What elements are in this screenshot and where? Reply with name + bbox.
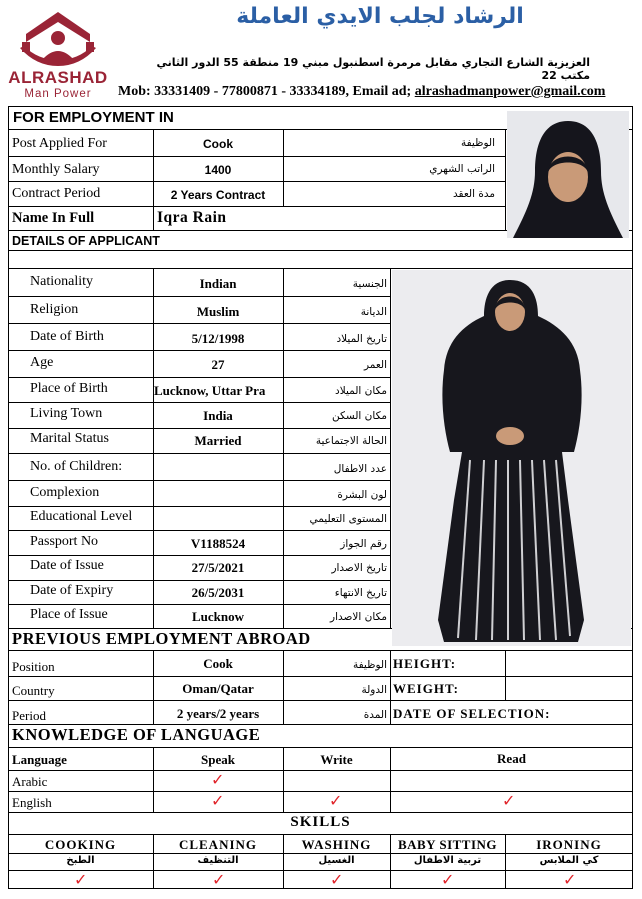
skill-cleaning-label-ar: التنظيف (197, 855, 239, 866)
post-applied-label-ar: الوظيفة (460, 137, 495, 149)
living-town-value: India (203, 408, 233, 423)
company-title-arabic: الرشاد لجلب الايدي العاملة (236, 4, 524, 29)
date-of-expiry-value: 26/5/2031 (191, 585, 245, 600)
skill-cleaning-check-icon: ✓ (212, 870, 226, 889)
monthly-salary-label: Monthly Salary (12, 162, 100, 177)
children-label-ar: عدد الاطفال (333, 463, 387, 475)
contract-period-label: Contract Period (12, 186, 101, 201)
education-label-ar: المستوى التعليمي (309, 513, 387, 525)
age-label: Age (30, 355, 54, 370)
prev-period-value: 2 years/2 years (176, 706, 260, 721)
post-applied-value: Cook (203, 137, 233, 151)
date-of-issue-value: 27/5/2021 (191, 560, 245, 575)
full-name-label: Name In Full (12, 210, 95, 226)
skill-cooking-check-icon: ✓ (74, 870, 88, 889)
place-of-issue-label: Place of Issue (30, 607, 108, 622)
language-row-arabic: Arabic (12, 774, 48, 789)
contract-period-label-ar: مدة العقد (453, 188, 495, 200)
marital-status-value: Married (194, 433, 242, 448)
age-value: 27 (211, 357, 225, 372)
skill-babysitting-label: BABY SITTING (397, 837, 498, 852)
place-of-birth-label: Place of Birth (30, 381, 108, 396)
religion-label-ar: الديانة (360, 306, 387, 318)
date-of-selection-label: DATE OF SELECTION: (393, 706, 551, 721)
dob-label: Date of Birth (30, 329, 104, 344)
skills-heading: SKILLS (290, 814, 351, 830)
marital-status-label: Marital Status (30, 431, 109, 446)
weight-label: WEIGHT: (393, 681, 459, 696)
skill-ironing-check-icon: ✓ (563, 870, 577, 889)
prev-period-label-ar: المدة (363, 709, 387, 721)
date-of-issue-label-ar: تاريخ الاصدار (331, 562, 387, 574)
complexion-label-ar: لون البشرة (337, 489, 387, 501)
skill-washing-label: WASHING (301, 837, 372, 852)
complexion-label: Complexion (30, 485, 100, 500)
place-of-birth-value: Lucknow, Uttar Pra (154, 384, 266, 397)
skill-cooking-label: COOKING (44, 837, 117, 852)
religion-label: Religion (30, 302, 79, 317)
nationality-value: Indian (199, 276, 237, 291)
place-of-birth-label-ar: مكان الميلاد (335, 385, 387, 397)
place-of-issue-value: Lucknow (191, 609, 245, 624)
prev-period-label: Period (12, 708, 46, 723)
religion-value: Muslim (196, 304, 240, 319)
skill-cleaning-label: CLEANING (178, 837, 258, 852)
language-heading: KNOWLEDGE OF LANGUAGE (12, 725, 261, 744)
living-town-label: Living Town (30, 406, 103, 421)
contact-email-link[interactable]: alrashadmanpower@gmail.com (414, 84, 606, 99)
language-col-header: Language (12, 752, 67, 767)
place-of-issue-label-ar: مكان الاصدار (330, 611, 387, 623)
english-read-check-icon: ✓ (502, 791, 516, 810)
contact-line (118, 84, 638, 100)
previous-employment-heading: PREVIOUS EMPLOYMENT ABROAD (12, 629, 311, 648)
skill-ironing-label-ar: كي الملابس (539, 855, 599, 866)
speak-col-header: Speak (201, 752, 235, 767)
logo-mark-icon (6, 8, 110, 70)
employment-heading: FOR EMPLOYMENT IN (13, 109, 174, 126)
height-label: HEIGHT: (393, 656, 457, 671)
skill-cooking-label-ar: الطبخ (66, 855, 95, 866)
logo-text-secondary: Man Power (24, 88, 92, 100)
education-label: Educational Level (30, 509, 133, 524)
english-speak-check-icon: ✓ (211, 791, 225, 810)
skill-washing-check-icon: ✓ (330, 870, 344, 889)
nationality-label: Nationality (30, 274, 93, 289)
contact-phones: Mob: 33331409 - 77800871 - 33334189, Email ad; (118, 84, 412, 99)
nationality-label-ar: الجنسية (352, 278, 387, 290)
full-name-value: Iqra Rain (157, 209, 227, 226)
prev-position-label: Position (12, 659, 55, 674)
prev-position-label-ar: الوظيفة (352, 659, 387, 671)
read-col-header: Read (497, 751, 526, 766)
company-address-arabic: العزيزية الشارع التجاري مقابل مرمرة اسطنبول مبني 19 منطقة 55 الدور الثاني مكتب 22 (156, 56, 590, 82)
date-of-expiry-label-ar: تاريخ الانتهاء (334, 587, 387, 599)
age-label-ar: العمر (363, 359, 387, 371)
language-row-english: English (12, 795, 52, 810)
passport-no-label-ar: رقم الجواز (340, 538, 387, 550)
english-write-check-icon: ✓ (329, 791, 343, 810)
monthly-salary-value: 1400 (204, 163, 232, 177)
write-col-header: Write (320, 752, 353, 767)
passport-no-value: V1188524 (190, 536, 246, 551)
date-of-issue-label: Date of Issue (30, 558, 104, 573)
company-logo (6, 8, 110, 100)
arabic-speak-check-icon: ✓ (211, 770, 225, 789)
passport-no-label: Passport No (30, 534, 99, 549)
living-town-label-ar: مكان السكن (332, 410, 387, 422)
contract-period-value: 2 Years Contract (170, 188, 266, 202)
skill-babysitting-check-icon: ✓ (441, 870, 455, 889)
dob-value: 5/12/1998 (191, 331, 245, 346)
date-of-expiry-label: Date of Expiry (30, 583, 114, 598)
prev-country-label: Country (12, 683, 55, 698)
applicant-headshot-photo (507, 111, 629, 238)
applicant-heading: DETAILS OF APPLICANT (12, 234, 160, 248)
marital-status-label-ar: الحالة الاجتماعية (315, 435, 387, 447)
skill-babysitting-label-ar: تربية الاطفال (413, 855, 482, 866)
dob-label-ar: تاريخ الميلاد (336, 333, 387, 345)
skill-washing-label-ar: الغسيل (318, 855, 355, 866)
skill-ironing-label: IRONING (536, 837, 602, 852)
children-label: No. of Children: (30, 459, 123, 474)
prev-country-label-ar: الدولة (361, 684, 387, 696)
post-applied-label: Post Applied For (12, 136, 107, 151)
applicant-full-body-photo (392, 270, 631, 646)
prev-country-value: Oman/Qatar (182, 681, 254, 696)
monthly-salary-label-ar: الراتب الشهري (429, 163, 495, 175)
logo-text-primary: ALRASHAD (8, 68, 108, 87)
prev-position-value: Cook (203, 656, 233, 671)
